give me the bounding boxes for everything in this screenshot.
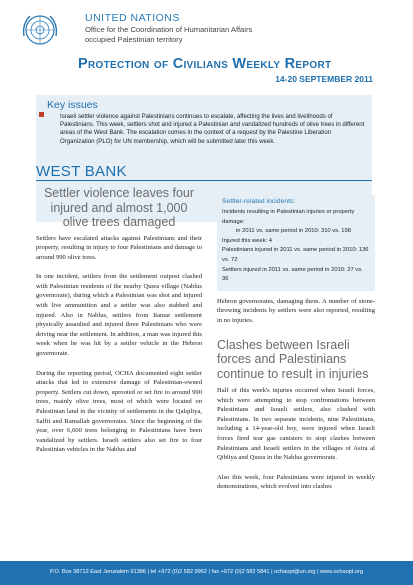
bullet-marker-icon <box>39 112 44 117</box>
report-title: Protection of Civilians Weekly Report <box>78 56 332 72</box>
footer-contact-text: P.O. Box 38712 East Jerusalem 91386 | tel +972 (0)2 582 9962 | fax +972 (0)2 582 5841 | ochaopt@un.org | www.ochaopt.org <box>49 569 364 575</box>
office-line-1: Office for the Coordination of Humanitarian Affairs <box>85 25 253 34</box>
org-name: UNITED NATIONS <box>85 12 180 24</box>
settler-incidents-stats-box <box>217 195 375 291</box>
paragraph: Half of this week's injuries occurred when Israeli forces, which were attempting to stop confrontations between Palestinians and Israeli settlers, also clashed with Palestinians. In two separate incidents, nine Palestinians, including a 14-year-old boy, were injured when Israeli forces fired tear gas canisters to stop clashes between Palestinians and Israeli settlers in the villages of Asira al Qibliya and Qusra in the Nablus governorate. <box>217 387 375 462</box>
stats-title: Settler-related incidents: <box>222 198 296 205</box>
paragraph: Hebron governorates, damaging them. A number of stone-throwing incidents by settlers were also reported, resulting in no injuries. <box>217 297 375 324</box>
paragraph: Also this week, four Palestinians were injured in weekly demonstrations, which evolved into clashes <box>217 473 375 491</box>
office-name <box>85 25 345 45</box>
paragraph: In one incident, settlers from the settlement outpost clashed with Palestinian residents of the nearby Qusra village (Nablus governorate), during which a Palestinian was shot and injured with live ammunition and a settler was also stabbed and injured. Also in Nablus, settlers from Itamar settlement physically assaulted and injured three Palestinians who were driving near the settlement. In addition, a man was injured this week when he was hit by a settler vehicle in the Hebron governorate. <box>36 273 202 358</box>
un-emblem-icon <box>20 10 60 50</box>
article-heading-settler-violence: Settler violence leaves four injured and almost 1,000 olive trees damaged <box>43 186 195 229</box>
key-issues-text: Israeli settler violence against Palestinians continues to escalate, affecting the lives and livelihoods of Palestinians. This week, settlers shot and injured a Palestinian and vandalized hundreds of olive trees in different areas of the West Bank. The escalation comes in the context of a request by the Palestine Liberation Organization (PLO) for UN membership, which will be submitted later this week. <box>60 113 365 145</box>
key-issues-heading: Key issues <box>47 99 98 111</box>
contact-footer <box>0 561 413 585</box>
section-title: WEST BANK <box>36 163 127 180</box>
stats-line: Incidents resulting in Palestinian injuries or property damage: <box>222 209 355 225</box>
stats-line: Palestinians injured in 2011 vs. same period in 2010: 136 vs. 72 <box>222 247 369 263</box>
stats-line: in 2011 vs. same period in 2010: 310 vs. 198 <box>236 228 351 235</box>
paragraph: During the reporting period, OCHA documented eight settler attacks that led to extensive damage of Palestinian-owned property. Settlers cut down, uprooted or set fire to around 990 trees, mainly olive trees, most of which were located on Palestinian land in the vicinity of settlements in the Qalqiliya, Salfit and Ramallah governorates. Since the beginning of the year, over 6,600 trees belonging to Palestinians have been vandalized by settlers. Israeli settlers also set fire to four Palestinian vehicles in the Nablus and <box>36 369 202 454</box>
stats-line: Injured this week: 4 <box>222 237 272 244</box>
section-divider <box>36 180 372 181</box>
right-column <box>217 195 375 492</box>
stats-line: Settlers injured in 2011 vs. same period in 2010: 27 vs. 36 <box>222 266 363 283</box>
report-header <box>0 0 413 82</box>
article-heading-clashes: Clashes between Israeli forces and Palestinians continue to result in injuries <box>217 337 369 381</box>
left-column <box>36 186 202 455</box>
report-date-range: 14-20 SEPTEMBER 2011 <box>275 74 373 84</box>
paragraph: Settlers have escalated attacks against Palestinians and their property, resulting in injury to four Palestinians and damage to around 990 olive trees. <box>36 234 202 261</box>
office-line-2: occupied Palestinian territory <box>85 35 183 44</box>
